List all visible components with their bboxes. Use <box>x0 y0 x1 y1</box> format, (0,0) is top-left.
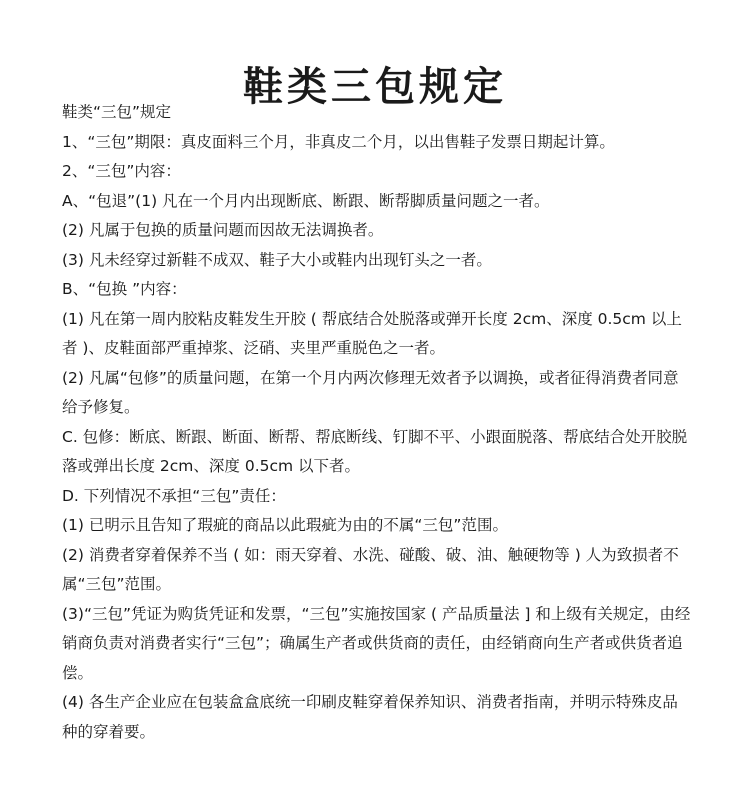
paragraph-exclusion-1: (1) 已明示且告知了瑕疵的商品以此瑕疵为由的不属“三包”范围。 <box>62 516 508 534</box>
page-title: 鞋类三包规定 <box>243 63 507 110</box>
paragraph-heading: 鞋类“三包”规定 <box>62 103 172 121</box>
paragraph-exclusion-4: (4) 各生产企业应在包装盒盒底统一印刷皮鞋穿着保养知识、消费者指南，并明示特殊皮品种的穿着要。 <box>62 693 678 741</box>
paragraph-return-1: A、“包退”(1) 凡在一个月内出现断底、断跟、断帮脚质量问题之一者。 <box>62 191 550 210</box>
paragraph-repair: C. 包修：断底、断跟、断面、断帮、帮底断线、钉脚不平、小跟面脱落、帮底结合处开胶脱落或弹出长度 2cm、深度 0.5cm 以下者。 <box>62 427 688 475</box>
paragraph-return-3: (3) 凡未经穿过新鞋不成双、鞋子大小或鞋内出现钉头之一者。 <box>62 250 492 269</box>
paragraph-exchange-2: (2) 凡属“包修”的质量问题，在第一个月内两次修理无效者予以调换，或者征得消费者同意给予修复。 <box>62 368 679 416</box>
paragraph-exclusion-2: (2) 消费者穿着保养不当 ( 如：雨天穿着、水洗、碰酸、破、油、触硬物等 ) 人为致损者不属“三包”范围。 <box>62 545 679 593</box>
paragraph-period: 1、“三包”期限：真皮面料三个月，非真皮二个月，以出售鞋子发票日期起计算。 <box>62 132 615 151</box>
paragraph-return-2: (2) 凡属于包换的质量问题而因故无法调换者。 <box>62 221 384 239</box>
document-body <box>62 98 692 747</box>
paragraph-exclusions-heading: D. 下列情况不承担“三包”责任： <box>62 486 286 505</box>
paragraph-exchange-1: (1) 凡在第一周内胶粘皮鞋发生开胶 ( 帮底结合处脱落或弹开长度 2cm、深度 0.5cm 以上者 )、皮鞋面部严重掉浆、泛硝、夹里严重脱色之一者。 <box>62 309 682 357</box>
paragraph-exclusion-3: (3)“三包”凭证为购货凭证和发票，“三包”实施按国家 ( 产品质量法 ] 和上级有关规定，由经销商负责对消费者实行“三包”；确属生产者或供货商的责任，由经销商向生产者或供货者追偿。 <box>62 604 691 682</box>
paragraph-exchange-heading: B、“包换 ”内容： <box>62 280 187 298</box>
paragraph-content-heading: 2、“三包”内容： <box>62 162 181 180</box>
